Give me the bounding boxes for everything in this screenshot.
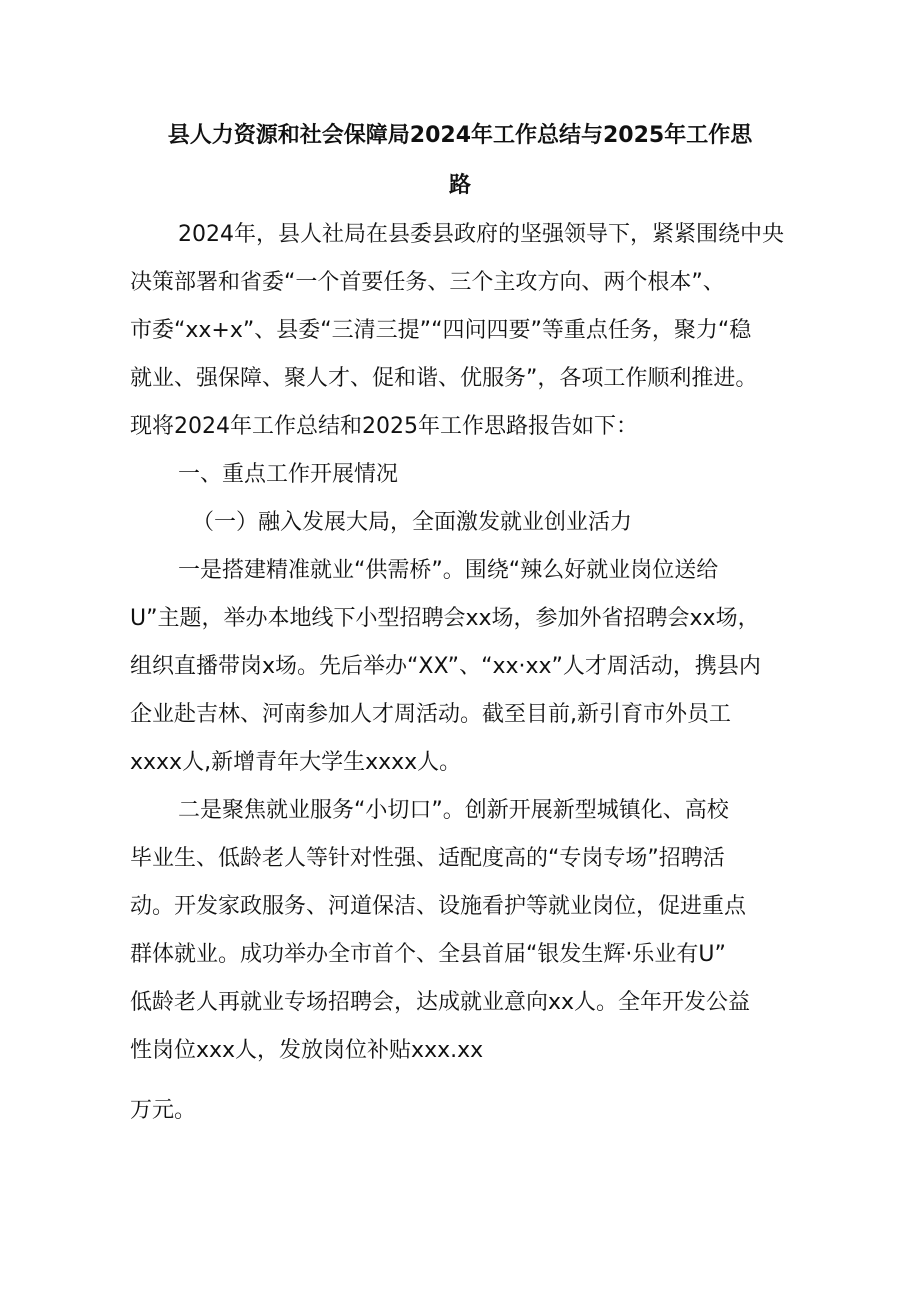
- paragraph-line: 就业、强保障、聚人才、促和谐、优服务”，各项工作顺利推进。: [130, 366, 758, 391]
- paragraph-line: 一是搭建精准就业“供需桥”。围绕“辣么好就业岗位送给: [178, 558, 719, 583]
- paragraph-line: 毕业生、低龄老人等针对性强、适配度高的“专岗专场”招聘活: [130, 846, 725, 871]
- paragraph-line: 组织直播带岗x场。先后举办“XX”、“xx·xx”人才周活动，携县内: [130, 654, 761, 679]
- section-heading: 一、重点工作开展情况: [178, 462, 399, 487]
- paragraph-line: 二是聚焦就业服务“小切口”。创新开展新型城镇化、高校: [178, 798, 729, 823]
- paragraph-line: 低龄老人再就业专场招聘会，达成就业意向xx人。全年开发公益: [130, 990, 751, 1015]
- paragraph-line: xxxx人,新增青年大学生xxxx人。: [130, 750, 462, 775]
- paragraph-line: 群体就业。成功举办全市首个、全县首届“银发生辉·乐业有U”: [130, 942, 726, 967]
- paragraph-line: 企业赴吉林、河南参加人才周活动。截至目前,新引育市外员工: [130, 702, 731, 727]
- paragraph-line: 现将2024年工作总结和2025年工作思路报告如下：: [130, 414, 638, 439]
- document-title-continued: 路: [448, 173, 471, 198]
- paragraph-line: 2024年，县人社局在县委县政府的坚强领导下，紧紧围绕中央: [178, 222, 784, 247]
- paragraph-line: 决策部署和省委“一个首要任务、三个主攻方向、两个根本”、: [130, 270, 725, 295]
- paragraph-line: 万元。: [130, 1098, 197, 1123]
- paragraph-line: 市委“xx+x”、县委“三清三提”“四问四要”等重点任务，聚力“稳: [130, 318, 752, 343]
- paragraph-line: U”主题，举办本地线下小型招聘会xx场，参加外省招聘会xx场，: [130, 606, 760, 631]
- paragraph-line: 性岗位xxx人，发放岗位补贴xxx.xx: [130, 1038, 484, 1063]
- subsection-heading: （一）融入发展大局，全面激发就业创业活力: [192, 510, 633, 535]
- paragraph-line: 动。开发家政服务、河道保洁、设施看护等就业岗位，促进重点: [130, 894, 747, 919]
- document-title: 县人力资源和社会保障局2024年工作总结与2025年工作思: [167, 123, 753, 148]
